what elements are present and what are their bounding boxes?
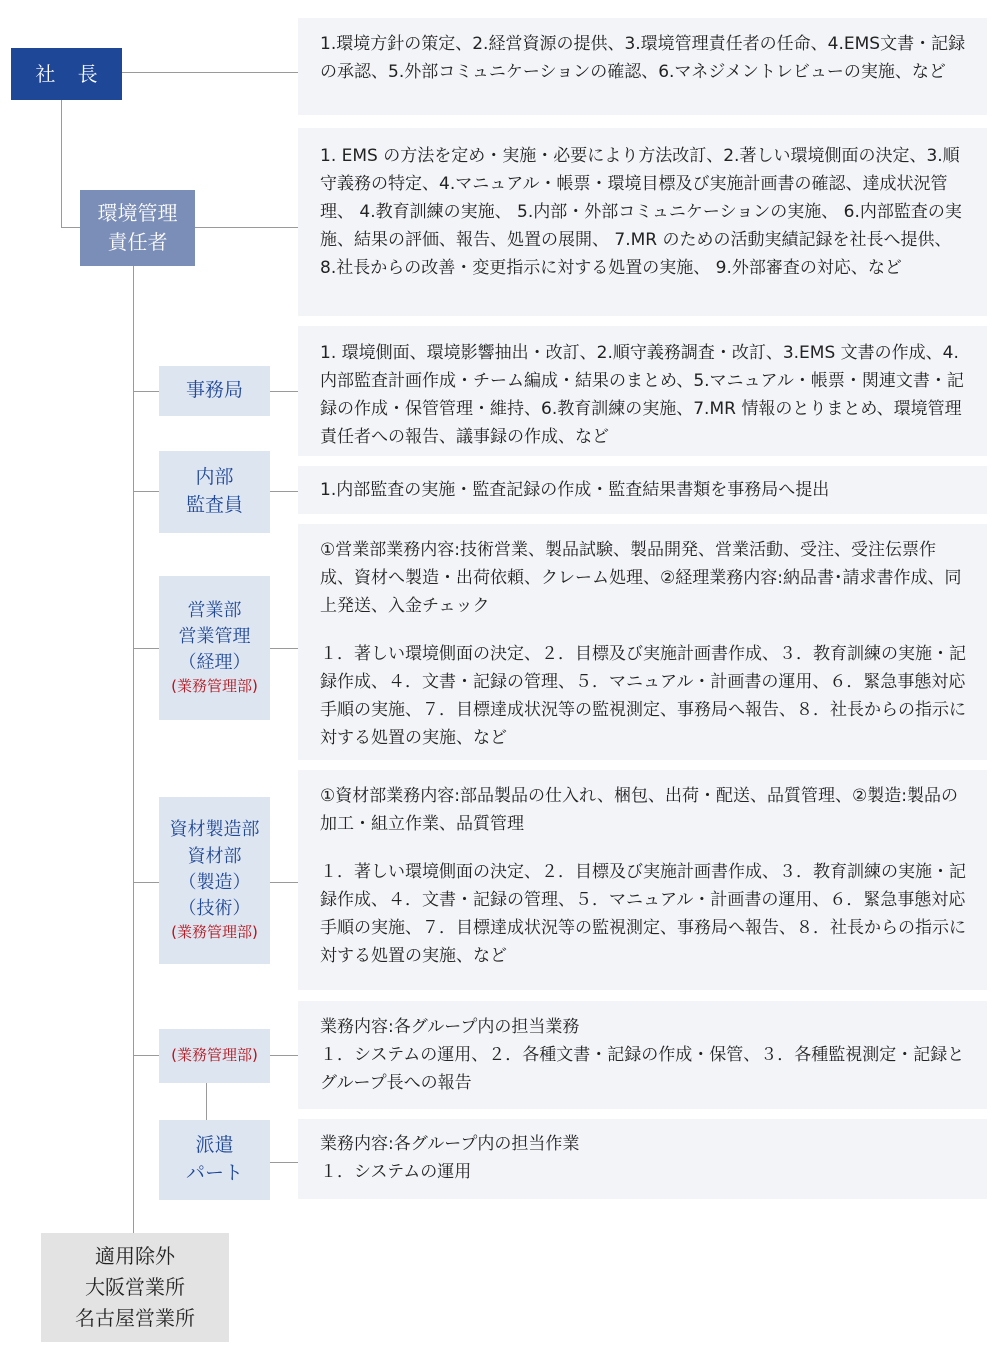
excluded-label-line3: 名古屋営業所 (75, 1306, 195, 1330)
secretariat-description (298, 326, 987, 456)
materials-label-line1: 資材製造部 (169, 819, 260, 841)
dispatch-text: １．システムの運用 (320, 1162, 472, 1182)
president-box (11, 48, 122, 100)
materials-label-line4: （技術） (178, 897, 251, 919)
connector-line (133, 882, 159, 883)
env-manager-label-line1: 環境管理 (97, 201, 178, 225)
business-mgmt-text: １．システムの運用、２．各種文書・記録の作成・保管、３．各種監視測定・記録とグループ長への報告 (320, 1045, 965, 1093)
excluded-label-line2: 大阪営業所 (85, 1275, 185, 1299)
internal-auditor-label-line2: 監査員 (185, 494, 243, 516)
internal-auditor-label-line1: 内部 (195, 466, 234, 489)
sales-work-text: ①営業部業務内容:技術営業、製品試験、製品開発、営業活動、受注、受注伝票作成、資材へ製造・出荷依頼、クレーム処理、②経理業務内容:納品書･請求書作成、同上発送、入金チェック (320, 540, 962, 616)
internal-auditor-description (298, 466, 987, 514)
dispatch-label-line1: 派遣 (195, 1134, 234, 1157)
president-label: 社 長 (35, 61, 106, 86)
excluded-label-line1: 適用除外 (95, 1244, 175, 1268)
business-mgmt-description (298, 1001, 987, 1109)
president-description (298, 18, 987, 115)
connector-line (122, 72, 298, 73)
secretariat-label: 事務局 (185, 379, 243, 402)
connector-line (270, 1162, 298, 1163)
dispatch-label-line2: パート (185, 1162, 243, 1184)
secretariat-description-text: 1. 環境側面、環境影響抽出・改訂、2.順守義務調査・改訂、3.EMS 文書の作成、4.内部監査計画作成・チーム編成・結果のまとめ、5.マニュアル・帳票・関連文書・記録の作成・保管管理・維持、6.教育訓練の実施、7.MR 情報のとりまとめ、環境管理責任者への報告、議事録の作成、など (320, 343, 964, 447)
connector-line (270, 648, 298, 649)
sales-box (159, 576, 270, 720)
internal-auditor-box (159, 451, 270, 533)
connector-line (206, 1083, 207, 1120)
dispatch-box (159, 1120, 270, 1200)
connector-line (270, 491, 298, 492)
dispatch-title: 業務内容:各グループ内の担当作業 (320, 1134, 580, 1154)
connector-line (195, 227, 298, 228)
env-manager-box (80, 190, 195, 266)
excluded-box (41, 1233, 229, 1342)
connector-line (270, 391, 298, 392)
secretariat-box (159, 366, 270, 416)
sales-label-line2: 営業管理 (178, 626, 251, 648)
dispatch-description (298, 1119, 987, 1199)
sales-description (298, 524, 987, 760)
materials-note: (業務管理部) (171, 922, 258, 941)
connector-line (133, 491, 159, 492)
sales-note: (業務管理部) (171, 677, 258, 696)
business-mgmt-box (159, 1029, 270, 1083)
env-manager-description (298, 128, 987, 316)
connector-line (133, 1055, 159, 1056)
connector-line (270, 1055, 298, 1056)
business-mgmt-title: 業務内容:各グループ内の担当業務 (320, 1017, 580, 1037)
materials-work-text: ①資材部業務内容:部品製品の仕入れ、梱包、出荷・配送、品質管理、②製造:製品の加工・組立作業、品質管理 (320, 786, 958, 834)
connector-line (270, 882, 298, 883)
connector-line (133, 266, 134, 1233)
sales-label-line1: 営業部 (187, 599, 242, 621)
connector-line (61, 227, 80, 228)
materials-label-line3: （製造） (178, 871, 251, 893)
connector-line (61, 100, 62, 228)
sales-label-line3: （経理） (178, 652, 251, 674)
materials-box (159, 797, 270, 964)
materials-label-line2: 資材部 (187, 845, 242, 867)
business-mgmt-label: (業務管理部) (171, 1046, 258, 1065)
connector-line (133, 391, 159, 392)
president-description-text: 1.環境方針の策定、2.経営資源の提供、3.環境管理責任者の任命、4.EMS文書・記録の承認、5.外部コミュニケーションの確認、6.マネジメントレビューの実施、など (320, 34, 966, 82)
connector-line (133, 648, 159, 649)
sales-ems-text: １．著しい環境側面の決定、２．目標及び実施計画書作成、３．教育訓練の実施・記録作成、４．文書・記録の管理、５．マニュアル・計画書の運用、６．緊急事態対応手順の実施、７．目標達成状況等の監視測定、事務局へ報告、８．社長からの指示に対する処置の実施、など (320, 644, 966, 748)
internal-auditor-description-text: 1.内部監査の実施・監査記録の作成・監査結果書類を事務局へ提出 (320, 480, 830, 500)
materials-ems-text: １．著しい環境側面の決定、２．目標及び実施計画書作成、３．教育訓練の実施・記録作成、４．文書・記録の管理、５．マニュアル・計画書の運用、６．緊急事態対応手順の実施、７．目標達成状況等の監視測定、事務局へ報告、８．社長からの指示に対する処置の実施、など (320, 862, 966, 966)
materials-description (298, 770, 987, 990)
env-manager-description-text: 1. EMS の方法を定め・実施・必要により方法改訂、2.著しい環境側面の決定、3.順守義務の特定、4.マニュアル・帳票・環境目標及び実施計画書の確認、達成状況管理、 4.教育訓練の実施、 5.内部・外部コミュニケーションの実施、 6.内部監査の実施、結果の評価、報告、処置の展開、 7.MR のための活動実績記録を社長へ提供、 8.社長からの改善・変更指示に対する処置の実施、 9.外部審査の対応、など (320, 146, 962, 278)
env-manager-label-line2: 責任者 (107, 230, 168, 254)
